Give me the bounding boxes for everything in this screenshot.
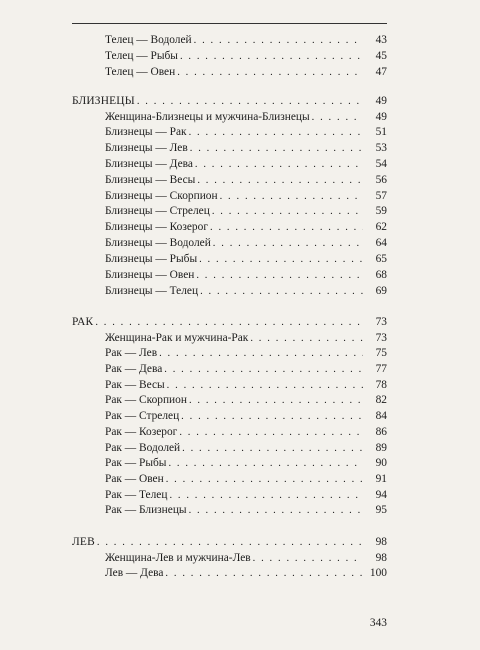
toc-page-number: 86 bbox=[375, 426, 387, 438]
toc-entry bbox=[105, 377, 387, 393]
toc-entry bbox=[105, 361, 387, 377]
toc-page-number: 89 bbox=[375, 442, 387, 454]
dot-leader bbox=[164, 362, 363, 378]
toc-entry bbox=[105, 124, 387, 140]
toc-entry bbox=[105, 440, 387, 456]
dot-leader bbox=[210, 220, 363, 236]
toc-page-number: 69 bbox=[375, 285, 387, 297]
toc-page-number: 90 bbox=[375, 457, 387, 469]
dot-leader bbox=[179, 425, 363, 441]
dot-leader bbox=[197, 173, 363, 189]
toc-title: Близнецы — Лев bbox=[105, 142, 188, 154]
dot-leader bbox=[166, 472, 363, 488]
toc-page-number: 95 bbox=[375, 504, 387, 516]
toc-section bbox=[72, 93, 387, 109]
toc-title: Женщина-Лев и мужчина-Лев bbox=[105, 552, 251, 564]
toc-page-number: 45 bbox=[375, 50, 387, 62]
toc-entry bbox=[105, 424, 387, 440]
toc-title: Близнецы — Рыбы bbox=[105, 253, 198, 265]
toc-title: Рак — Лев bbox=[105, 347, 158, 359]
toc-entry bbox=[105, 48, 387, 64]
toc-entry bbox=[105, 565, 387, 581]
toc-title: Рак — Весы bbox=[105, 379, 165, 391]
toc-entry bbox=[105, 471, 387, 487]
toc-title: Рак — Водолей bbox=[105, 442, 181, 454]
toc-page-number: 49 bbox=[375, 111, 387, 123]
toc-page-number: 53 bbox=[375, 142, 387, 154]
dot-leader bbox=[189, 125, 363, 141]
toc-entry bbox=[105, 140, 387, 156]
toc-title: Женщина-Рак и мужчина-Рак bbox=[105, 332, 249, 344]
toc-entry bbox=[105, 408, 387, 424]
toc-page-number: 84 bbox=[375, 410, 387, 422]
page-number: 343 bbox=[369, 617, 387, 629]
dot-leader bbox=[196, 268, 363, 284]
toc-title: Близнецы — Овен bbox=[105, 269, 195, 281]
dot-leader bbox=[168, 456, 363, 472]
toc-title: Рак — Телец bbox=[105, 489, 168, 501]
toc-page-number: 43 bbox=[375, 34, 387, 46]
dot-leader bbox=[180, 49, 363, 65]
toc-title: Телец — Рыбы bbox=[105, 50, 178, 62]
dot-leader bbox=[199, 252, 363, 268]
toc-page-number: 73 bbox=[375, 332, 387, 344]
toc-title: Рак — Скорпион bbox=[105, 394, 187, 406]
dot-leader bbox=[213, 236, 363, 252]
toc-page-number: 59 bbox=[375, 205, 387, 217]
toc-page-number: 100 bbox=[369, 567, 387, 579]
toc-entry bbox=[105, 392, 387, 408]
toc-page-number: 49 bbox=[375, 95, 387, 107]
dot-leader bbox=[159, 346, 363, 362]
toc-entry bbox=[105, 330, 387, 346]
toc-entry bbox=[105, 188, 387, 204]
toc-page-number: 47 bbox=[375, 66, 387, 78]
toc-entry bbox=[105, 502, 387, 518]
toc-page-number: 68 bbox=[375, 269, 387, 281]
toc-title: Рак — Дева bbox=[105, 363, 163, 375]
toc-title: ЛЕВ bbox=[72, 536, 95, 548]
toc-title: Лев — Дева bbox=[105, 567, 164, 579]
toc-page-number: 65 bbox=[375, 253, 387, 265]
toc-page-number: 62 bbox=[375, 221, 387, 233]
dot-leader bbox=[95, 315, 363, 331]
toc-entry bbox=[105, 203, 387, 219]
toc-entry bbox=[105, 64, 387, 80]
toc-page-number: 82 bbox=[375, 394, 387, 406]
dot-leader bbox=[195, 157, 363, 173]
toc-page-number: 57 bbox=[375, 190, 387, 202]
toc-title: Рак — Овен bbox=[105, 473, 164, 485]
dot-leader bbox=[189, 503, 363, 519]
toc-entry bbox=[105, 235, 387, 251]
toc-title: РАК bbox=[72, 316, 94, 328]
toc-title: Близнецы — Скорпион bbox=[105, 190, 218, 202]
toc-title: БЛИЗНЕЦЫ bbox=[72, 95, 135, 107]
toc-title: Телец — Водолей bbox=[105, 34, 192, 46]
toc-title: Рак — Близнецы bbox=[105, 504, 187, 516]
toc-title: Рак — Рыбы bbox=[105, 457, 167, 469]
toc-page-number: 94 bbox=[375, 489, 387, 501]
toc-entry bbox=[105, 172, 387, 188]
toc-page-number: 51 bbox=[375, 126, 387, 138]
toc-entry bbox=[105, 283, 387, 299]
toc-entry bbox=[105, 251, 387, 267]
toc-entry bbox=[105, 455, 387, 471]
toc-title: Близнецы — Весы bbox=[105, 174, 196, 186]
dot-leader bbox=[200, 284, 363, 300]
toc-title: Женщина-Близнецы и мужчина-Близнецы bbox=[105, 111, 310, 123]
toc-title: Близнецы — Водолей bbox=[105, 237, 211, 249]
toc-title: Близнецы — Телец bbox=[105, 285, 199, 297]
toc-entry bbox=[105, 109, 387, 125]
dot-leader bbox=[181, 409, 363, 425]
toc-entry bbox=[105, 550, 387, 566]
toc-page-number: 73 bbox=[375, 316, 387, 328]
toc-page-number: 98 bbox=[375, 536, 387, 548]
toc-title: Телец — Овен bbox=[105, 66, 176, 78]
toc-entry bbox=[105, 345, 387, 361]
dot-leader bbox=[212, 204, 363, 220]
toc-entry bbox=[105, 267, 387, 283]
toc-title: Близнецы — Стрелец bbox=[105, 205, 210, 217]
toc-title: Близнецы — Козерог bbox=[105, 221, 208, 233]
toc-section bbox=[72, 534, 387, 550]
dot-leader bbox=[165, 566, 363, 582]
toc-page-number: 54 bbox=[375, 158, 387, 170]
toc-page-number: 77 bbox=[375, 363, 387, 375]
toc-title: Близнецы — Рак bbox=[105, 126, 187, 138]
toc-page-number: 56 bbox=[375, 174, 387, 186]
toc-page-number: 98 bbox=[375, 552, 387, 564]
dot-leader bbox=[97, 535, 363, 551]
toc-section bbox=[72, 314, 387, 330]
toc-entry bbox=[105, 487, 387, 503]
toc-entry bbox=[105, 219, 387, 235]
toc-page-number: 78 bbox=[375, 379, 387, 391]
toc-page-number: 91 bbox=[375, 473, 387, 485]
toc-title: Близнецы — Дева bbox=[105, 158, 193, 170]
dot-leader bbox=[194, 33, 363, 49]
dot-leader bbox=[190, 141, 363, 157]
dot-leader bbox=[189, 393, 363, 409]
toc-title: Рак — Козерог bbox=[105, 426, 178, 438]
toc-page-number: 64 bbox=[375, 237, 387, 249]
toc-entry bbox=[105, 156, 387, 172]
dot-leader bbox=[137, 94, 363, 110]
toc-entry bbox=[105, 32, 387, 48]
dot-leader bbox=[177, 65, 363, 81]
header-rule bbox=[72, 23, 387, 24]
toc-title: Рак — Стрелец bbox=[105, 410, 180, 422]
toc-page-number: 75 bbox=[375, 347, 387, 359]
